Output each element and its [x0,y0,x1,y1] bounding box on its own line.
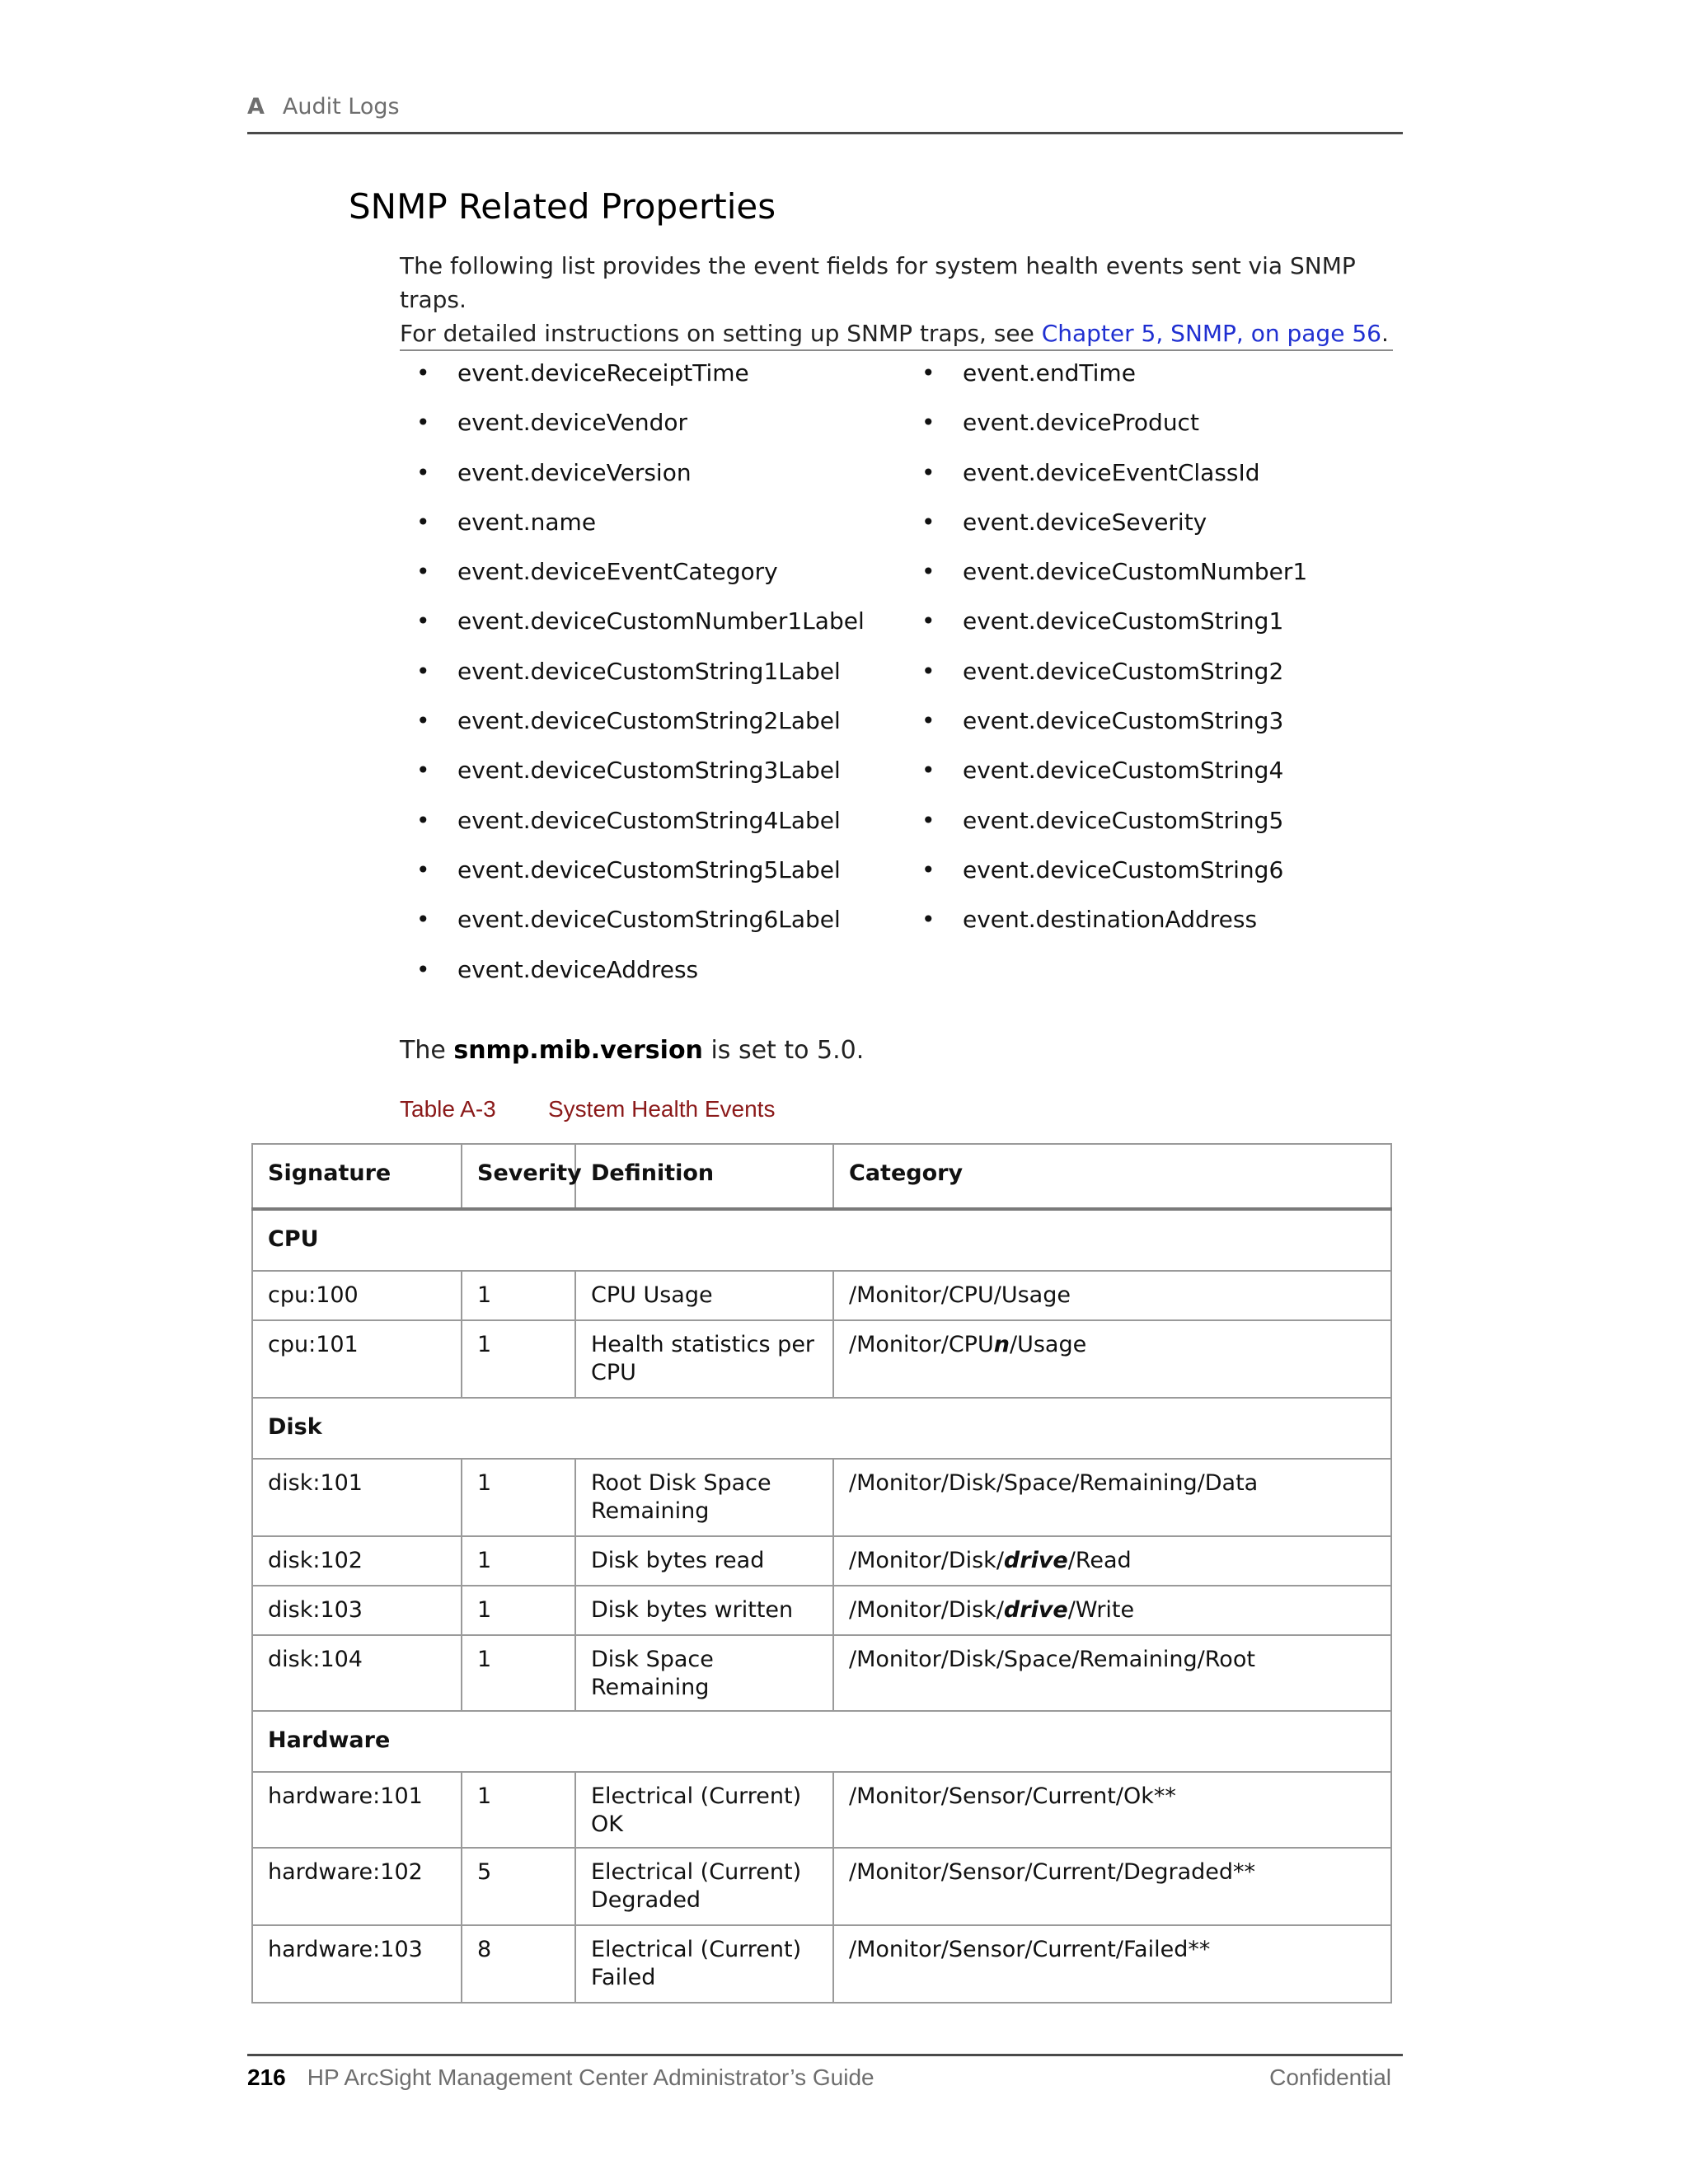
bullet-icon: • [416,359,430,387]
event-field-name: event.deviceCustomString6Label [457,906,841,934]
intro-line-2-suffix: . [1381,320,1389,347]
group-label: Hardware [252,1711,1391,1772]
intro-line-2-prefix: For detailed instructions on setting up SNMP traps, see [400,320,1042,347]
category-cell [833,1271,1391,1320]
list-item [921,704,1307,753]
severity-cell: 1 [462,1772,575,1848]
table-group-row [252,1711,1391,1772]
severity-cell: 1 [462,1635,575,1711]
severity-cell: 1 [462,1586,575,1635]
definition-cell: Electrical (Current) OK [575,1772,833,1848]
category-cell [833,1772,1391,1848]
category-cell [833,1925,1391,2003]
category-text: /Monitor/Disk/ [849,1597,1004,1623]
category-variable: drive [1003,1548,1068,1573]
event-field-name: event.endTime [963,359,1136,387]
severity-cell: 5 [462,1848,575,1925]
category-text: /Monitor/Sensor/Current/Failed** [849,1937,1211,1962]
table-group-row [252,1209,1391,1271]
bullet-icon: • [416,757,430,785]
page-footer [247,2054,1403,2091]
event-field-name: event.deviceCustomString2Label [457,707,841,735]
category-variable: n [993,1332,1010,1357]
bullet-icon: • [416,955,430,983]
definition-cell: Disk Space Remaining [575,1635,833,1711]
category-text: /Monitor/CPU [849,1332,994,1357]
bullet-icon: • [416,855,430,883]
header-severity: Severity [462,1144,575,1209]
intro-paragraph [400,249,1405,350]
signature-cell: hardware:102 [252,1848,462,1925]
definition-cell: Electrical (Current) Failed [575,1925,833,2003]
category-cell [833,1635,1391,1711]
section-title: SNMP Related Properties [349,186,776,227]
signature-cell: disk:101 [252,1459,462,1536]
category-text: /Monitor/Sensor/Current/Degraded** [849,1859,1256,1885]
header-signature: Signature [252,1144,462,1209]
table-row [252,1459,1391,1536]
signature-cell: hardware:103 [252,1925,462,2003]
group-label: Disk [252,1398,1391,1459]
chapter-letter: A [247,94,265,120]
event-field-name: event.deviceCustomString5 [963,806,1284,834]
definition-cell: CPU Usage [575,1271,833,1320]
event-field-list-right [921,356,1307,953]
event-field-name: event.deviceEventCategory [457,558,778,586]
event-field-name: event.deviceEventClassId [963,458,1260,486]
bullet-icon: • [416,806,430,834]
list-item [921,753,1307,803]
event-field-name: event.deviceCustomString1Label [457,657,841,685]
category-text: /Monitor/Disk/Space/Remaining/Data [849,1470,1259,1496]
category-cell [833,1536,1391,1586]
table-group-row [252,1398,1391,1459]
definition-cell: Root Disk Space Remaining [575,1459,833,1536]
book-title: HP ArcSight Management Center Administrator’s Guide [307,2064,874,2090]
event-field-name: event.deviceCustomString6 [963,855,1284,883]
category-text: /Monitor/Disk/Space/Remaining/Root [849,1647,1255,1672]
event-field-name: event.deviceVendor [457,409,687,437]
signature-cell: disk:104 [252,1635,462,1711]
severity-cell: 1 [462,1320,575,1398]
list-item [416,654,865,704]
list-item [416,753,865,803]
list-item [921,604,1307,654]
table-caption-title: System Health Events [548,1096,776,1122]
definition-cell: Disk bytes written [575,1586,833,1635]
bullet-icon: • [416,558,430,586]
snmp-chapter-link[interactable]: Chapter 5, SNMP, on page 56 [1041,320,1381,347]
list-top-divider [400,349,1393,351]
table-caption [400,1096,775,1122]
system-health-events-table [251,1143,1392,2004]
event-field-name: event.deviceReceiptTime [457,359,749,387]
table-row [252,1586,1391,1635]
bullet-icon: • [921,906,935,934]
list-item [921,505,1307,555]
category-cell [833,1586,1391,1635]
bullet-icon: • [416,409,430,437]
bullet-icon: • [921,359,935,387]
event-field-name: event.name [457,508,597,536]
intro-line-2 [400,316,1405,350]
category-variable: drive [1003,1597,1068,1623]
category-text: /Monitor/CPU/Usage [849,1282,1071,1308]
table-row [252,1848,1391,1925]
list-item [921,853,1307,902]
category-cell [833,1320,1391,1398]
page-header [247,92,1403,134]
bullet-icon: • [416,508,430,536]
confidential-label: Confidential [1269,2064,1391,2090]
group-label: CPU [252,1209,1391,1271]
category-text: /Write [1067,1597,1135,1623]
event-field-name: event.deviceCustomNumber1 [963,558,1308,586]
list-item [921,555,1307,604]
definition-cell: Disk bytes read [575,1536,833,1586]
list-item [416,456,865,505]
signature-cell: hardware:101 [252,1772,462,1848]
signature-cell: disk:103 [252,1586,462,1635]
bullet-icon: • [921,508,935,536]
table-header-row [252,1144,1391,1209]
table-row [252,1271,1391,1320]
snmp-note-suffix: is set to 5.0. [702,1036,865,1065]
list-item [921,654,1307,704]
bullet-icon: • [921,558,935,586]
category-text: /Monitor/Disk/ [849,1548,1004,1573]
category-cell [833,1459,1391,1536]
table-row [252,1925,1391,2003]
header-category: Category [833,1144,1391,1209]
page-number: 216 [247,2064,286,2090]
list-item [416,505,865,555]
category-text: /Usage [1009,1332,1087,1357]
list-item [921,356,1307,405]
bullet-icon: • [921,806,935,834]
list-item [416,853,865,902]
event-field-name: event.deviceVersion [457,458,692,486]
severity-cell: 1 [462,1459,575,1536]
event-field-name: event.deviceCustomString3 [963,707,1284,735]
category-cell [833,1848,1391,1925]
list-item [921,902,1307,952]
signature-cell: cpu:100 [252,1271,462,1320]
bullet-icon: • [416,458,430,486]
bullet-icon: • [921,707,935,735]
signature-cell: cpu:101 [252,1320,462,1398]
snmp-note-bold: snmp.mib.version [453,1036,703,1065]
event-field-name: event.deviceCustomString4 [963,757,1284,785]
event-field-name: event.deviceProduct [963,409,1199,437]
bullet-icon: • [921,855,935,883]
list-item [416,704,865,753]
bullet-icon: • [921,607,935,635]
event-field-name: event.deviceCustomNumber1Label [457,607,865,635]
list-item [416,902,865,952]
bullet-icon: • [416,657,430,685]
event-field-name: event.deviceCustomString5Label [457,855,841,883]
table-row [252,1320,1391,1398]
list-item [416,953,865,1002]
event-field-name: event.deviceCustomString1 [963,607,1284,635]
table-row [252,1635,1391,1711]
event-field-name: event.deviceCustomString2 [963,657,1284,685]
severity-cell: 1 [462,1536,575,1586]
event-field-name: event.deviceCustomString3Label [457,757,841,785]
header-definition: Definition [575,1144,833,1209]
event-field-name: event.deviceSeverity [963,508,1207,536]
list-item [921,456,1307,505]
definition-cell: Electrical (Current) Degraded [575,1848,833,1925]
event-field-name: event.deviceCustomString4Label [457,806,841,834]
event-field-name: event.deviceAddress [457,955,699,983]
event-field-name: event.destinationAddress [963,906,1258,934]
bullet-icon: • [416,607,430,635]
table-row [252,1536,1391,1586]
severity-cell: 1 [462,1271,575,1320]
list-item [416,604,865,654]
bullet-icon: • [921,757,935,785]
category-text: /Read [1067,1548,1132,1573]
category-text: /Monitor/Sensor/Current/Ok** [849,1783,1176,1809]
bullet-icon: • [921,409,935,437]
bullet-icon: • [416,906,430,934]
list-item [416,804,865,853]
snmp-version-note [400,1036,864,1065]
table-caption-number: Table A-3 [400,1096,496,1122]
list-item [416,356,865,405]
intro-line-1: The following list provides the event fields for system health events sent via SNMP traps. [400,252,1356,313]
chapter-title: Audit Logs [282,94,400,120]
event-field-list-left [416,356,865,1002]
list-item [416,405,865,455]
snmp-note-prefix: The [400,1036,454,1065]
bullet-icon: • [921,458,935,486]
list-item [921,804,1307,853]
bullet-icon: • [921,657,935,685]
table-body [252,1209,1391,2003]
table-row [252,1772,1391,1848]
list-item [921,405,1307,455]
signature-cell: disk:102 [252,1536,462,1586]
list-item [416,555,865,604]
severity-cell: 8 [462,1925,575,2003]
bullet-icon: • [416,707,430,735]
definition-cell: Health statistics per CPU [575,1320,833,1398]
